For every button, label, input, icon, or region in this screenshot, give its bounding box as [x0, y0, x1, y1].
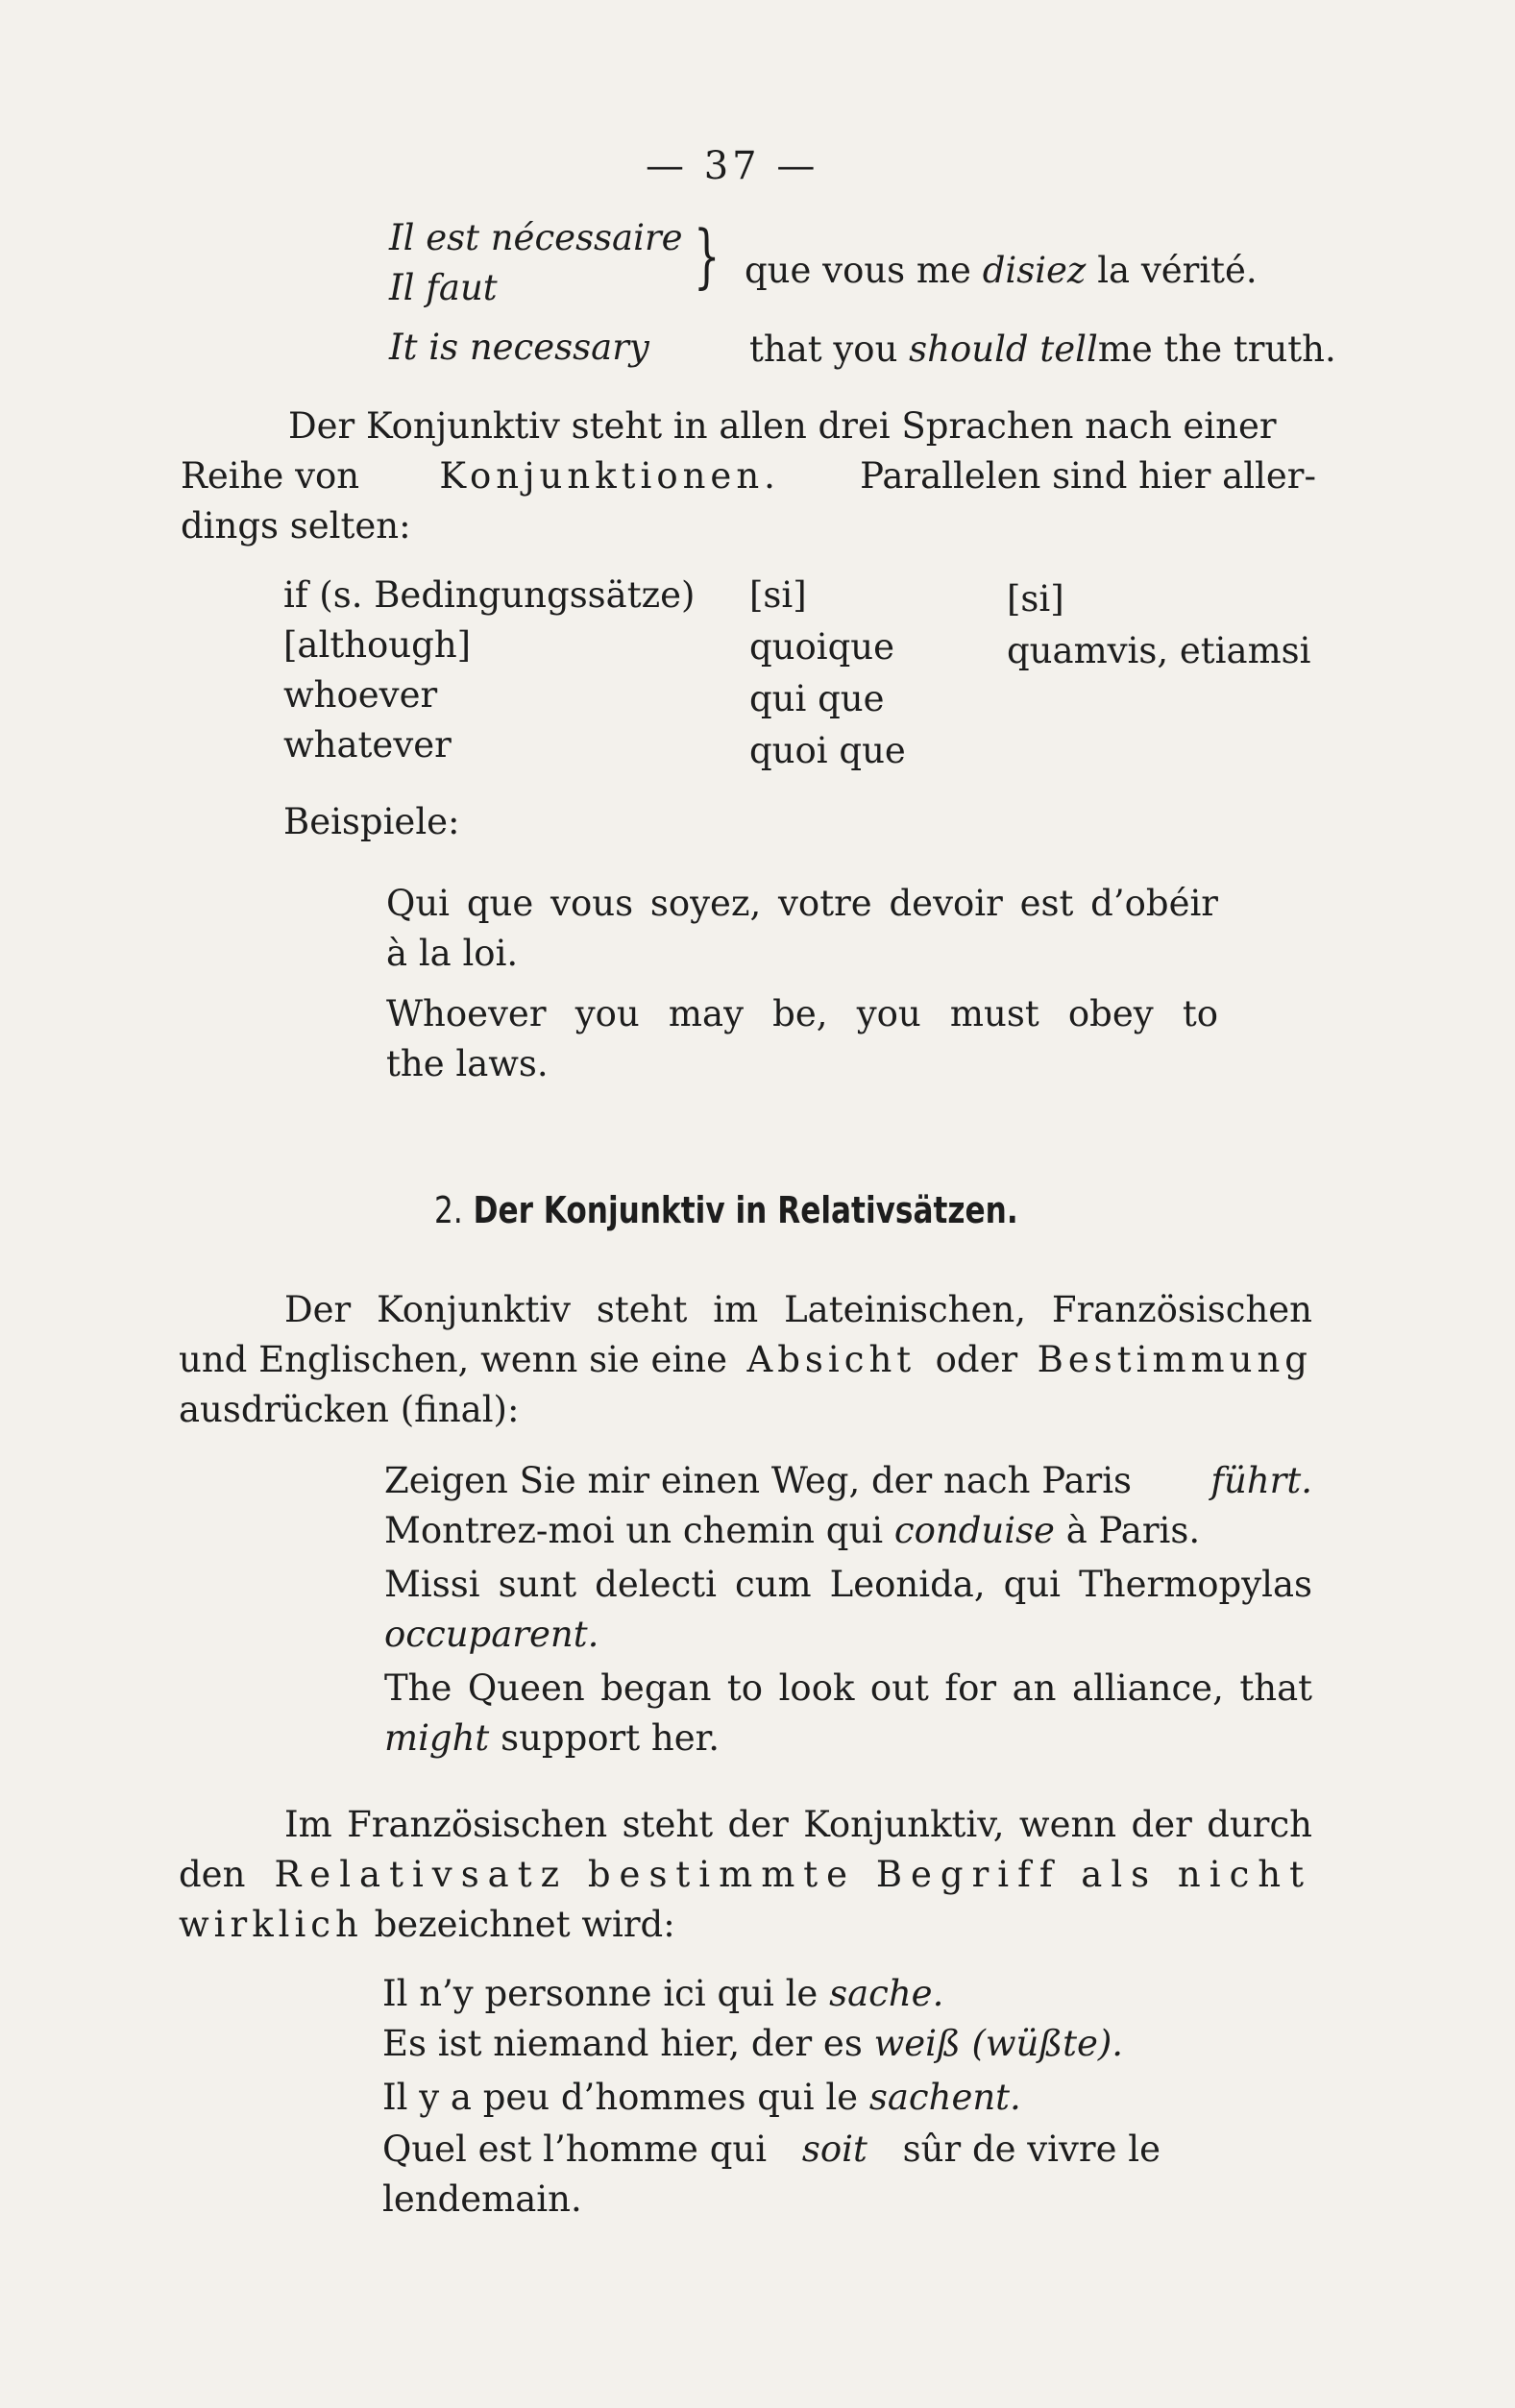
section-number: 2.: [434, 1189, 463, 1231]
para2-line2: [179, 1335, 1312, 1385]
ex3-line1: [382, 1969, 943, 2019]
para2-line2-a: und Englischen, wenn sie eine: [179, 1339, 728, 1380]
intro-english-rest: me the truth.: [1097, 328, 1336, 370]
para3-line3: [179, 1900, 675, 1950]
ex2-latin-verb: occuparent.: [384, 1614, 599, 1655]
table-row-3-en: whoever: [283, 674, 438, 716]
para2-line2-b: Absicht: [746, 1339, 916, 1380]
intro-english-left: It is necessary: [389, 327, 649, 368]
ex1-french-line1: Qui que vous soyez, votre devoir est d’obéir: [386, 883, 1218, 924]
para3-line3-b: bezeichnet wird:: [374, 1904, 675, 1945]
ex1-english-line2: the laws.: [386, 1043, 549, 1084]
para1-line1: Der Konjunktiv steht in allen drei Sprachen nach einer: [288, 405, 1277, 447]
table-row-4-fr: quoi que: [749, 730, 906, 771]
para2-line1: Der Konjunktiv steht im Lateinischen, Französischen: [284, 1289, 1312, 1330]
intro-french-rest: la vérité.: [1097, 250, 1258, 291]
ex3-line4-rest: sûr de vivre le: [902, 2128, 1161, 2170]
table-row-1-fr: [si]: [749, 574, 807, 616]
para3-line3-a: wirklich: [179, 1904, 363, 1945]
ex3-line2-verb: weiß (wüßte).: [873, 2023, 1124, 2064]
ex3-line4-verb: soit: [801, 2128, 867, 2170]
table-row-1-la: [si]: [1007, 578, 1064, 620]
para2-line2-d: Bestimmung: [1037, 1339, 1312, 1380]
intro-english-clause: [749, 325, 1336, 375]
ex3-line1-verb: sache.: [829, 1973, 944, 2014]
ex2-french-a: Montrez-moi un chemin qui: [384, 1510, 884, 1551]
para3-line2-a: den: [179, 1854, 246, 1895]
page-number: — 37 —: [646, 144, 819, 188]
intro-french-verb: disiez: [982, 250, 1087, 291]
para3-line1: Im Französischen steht der Konjunktiv, wenn der durch: [284, 1804, 1312, 1845]
para2-line3: ausdrücken (final):: [179, 1389, 520, 1430]
ex3-line2: [382, 2019, 1123, 2069]
ex1-french-line2: à la loi.: [386, 933, 519, 974]
para1-line2-c: Parallelen sind hier aller-: [860, 455, 1316, 497]
para1-line2: [181, 451, 1316, 501]
ex2-german: [384, 1456, 1312, 1506]
para1-line2-b: Konjunktionen.: [439, 455, 780, 497]
ex3-line1-a: Il n’y personne ici qui le: [382, 1973, 819, 2014]
ex3-line5: lendemain.: [382, 2178, 582, 2220]
table-row-2-la: quamvis, etiamsi: [1007, 630, 1311, 671]
ex3-line2-a: Es ist niemand hier, der es: [382, 2023, 863, 2064]
ex2-english-rest: support her.: [501, 1717, 720, 1759]
ex3-line3-a: Il y a peu d’hommes qui le: [382, 2077, 859, 2118]
ex2-french: [384, 1506, 1200, 1556]
ex2-latin-line1: Missi sunt delecti cum Leonida, qui Thermopylas: [384, 1564, 1312, 1605]
brace: }: [694, 215, 721, 296]
para3-line2: [179, 1850, 1312, 1900]
table-row-3-fr: qui que: [749, 678, 885, 719]
beispiele-label: Beispiele:: [283, 801, 460, 842]
table-row-1-en: if (s. Bedingungssätze): [283, 574, 696, 616]
intro-french-que: que vous me: [745, 250, 971, 291]
ex3-line3-verb: sachent.: [868, 2077, 1021, 2118]
intro-french-line-1: Il est nécessaire: [389, 217, 683, 258]
section-title: Der Konjunktiv in Relativsätzen.: [473, 1189, 1018, 1231]
intro-french-line-2: Il faut: [389, 267, 498, 308]
intro-english-verb: should tell: [909, 328, 1098, 370]
ex2-english-verb: might: [384, 1717, 490, 1759]
ex3-line3: [382, 2073, 1021, 2123]
table-row-4-en: whatever: [283, 724, 452, 766]
ex1-english-line1: Whoever you may be, you must obey to: [386, 993, 1218, 1034]
ex2-english-line2: [384, 1714, 720, 1763]
ex2-french-rest: à Paris.: [1065, 1510, 1201, 1551]
ex3-line4-a: Quel est l’homme qui: [382, 2128, 768, 2170]
intro-english-that: that you: [749, 328, 898, 370]
ex2-german-a: Zeigen Sie mir einen Weg, der nach Paris: [384, 1460, 1133, 1501]
para1-line3: dings selten:: [181, 505, 411, 547]
ex2-german-verb: führt.: [1210, 1460, 1312, 1501]
para3-line2-b: Relativsatz bestimmte Begriff als nicht: [274, 1854, 1312, 1895]
para1-line2-a: Reihe von: [181, 455, 360, 497]
ex2-french-verb: conduise: [893, 1510, 1055, 1551]
ex3-line4: [382, 2125, 1161, 2175]
table-row-2-fr: quoique: [749, 626, 895, 668]
ex2-english-line1: The Queen began to look out for an alliance, that: [384, 1667, 1312, 1709]
intro-french-clause: [745, 246, 1258, 296]
table-row-2-en: [although]: [283, 624, 472, 666]
section-heading: [434, 1185, 1018, 1235]
para2-line2-c: oder: [935, 1339, 1018, 1380]
